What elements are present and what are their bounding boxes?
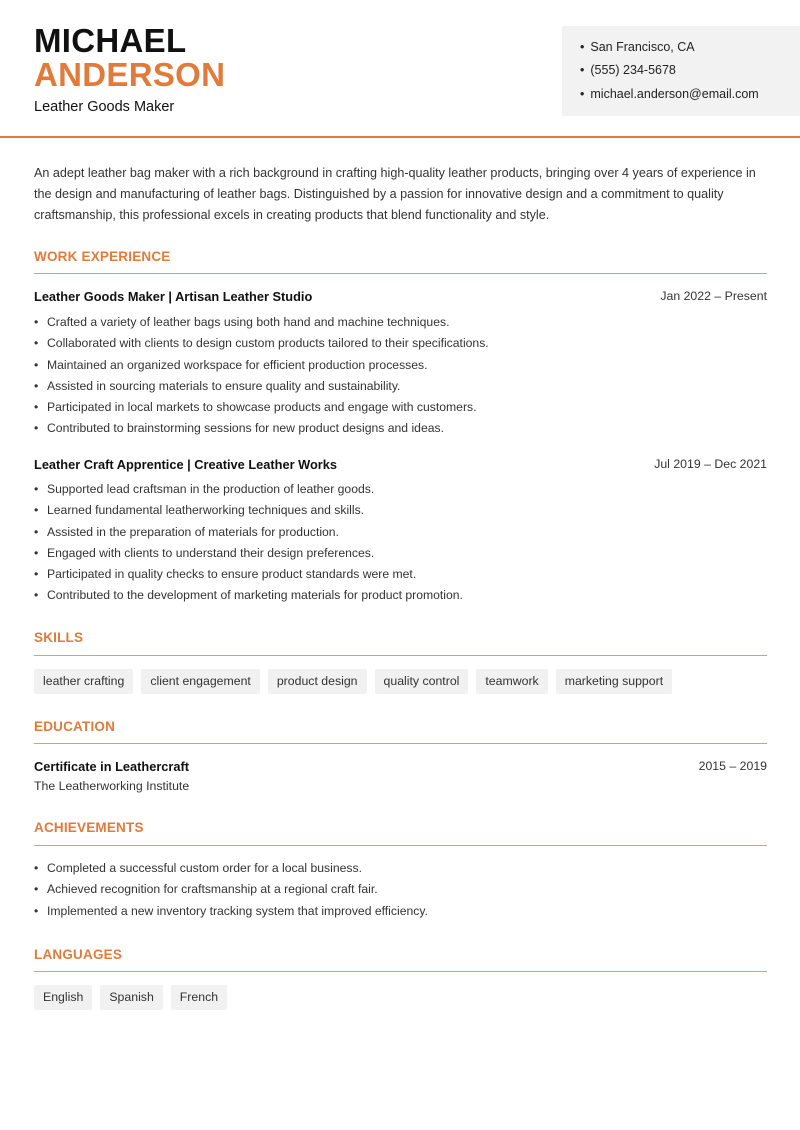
contact-box [562, 26, 800, 116]
list-item: • Achieved recognition for craftsmanship at a regional craft fair. [34, 879, 428, 900]
skills-heading: SKILLS [34, 630, 84, 645]
achievements-heading: ACHIEVEMENTS [34, 820, 144, 835]
job-dates: Jul 2019 – Dec 2021 [654, 457, 767, 471]
job-role: Leather Goods Maker | Artisan Leather Studio [34, 289, 313, 304]
section-divider [34, 743, 767, 744]
last-name: ANDERSON [34, 56, 226, 93]
education-school: The Leatherworking Institute [34, 779, 190, 793]
skill-chip: leather crafting [34, 669, 133, 694]
languages-list [34, 985, 227, 1010]
skill-chip: client engagement [141, 669, 260, 694]
job-role: Leather Craft Apprentice | Creative Leather Works [34, 457, 337, 472]
job-bullets [34, 312, 489, 440]
language-chip: Spanish [100, 985, 162, 1010]
language-chip: English [34, 985, 92, 1010]
list-item: • Contributed to the development of marketing materials for product promotion. [34, 585, 463, 606]
job-dates: Jan 2022 – Present [660, 289, 767, 303]
achievements-list [34, 858, 428, 922]
education-dates: 2015 – 2019 [698, 759, 767, 773]
job-bullets [34, 479, 463, 607]
resume-header [0, 0, 800, 138]
full-name [34, 24, 225, 92]
education-heading: EDUCATION [34, 719, 116, 734]
list-item: • Learned fundamental leatherworking techniques and skills. [34, 500, 463, 521]
contact-location: • San Francisco, CA [580, 40, 695, 54]
list-item: • Assisted in the preparation of materials for production. [34, 522, 463, 543]
contact-phone: • (555) 234-5678 [580, 63, 676, 77]
skill-chip: quality control [375, 669, 469, 694]
section-divider [34, 273, 767, 274]
list-item: • Contributed to brainstorming sessions for new product designs and ideas. [34, 418, 489, 439]
language-chip: French [171, 985, 227, 1010]
languages-heading: LANGUAGES [34, 947, 123, 962]
section-divider [34, 971, 767, 972]
section-divider [34, 655, 767, 656]
section-divider [34, 845, 767, 846]
list-item: • Participated in quality checks to ensure product standards were met. [34, 564, 463, 585]
list-item: • Completed a successful custom order for a local business. [34, 858, 428, 879]
list-item: • Engaged with clients to understand their design preferences. [34, 543, 463, 564]
list-item: • Assisted in sourcing materials to ensure quality and sustainability. [34, 376, 489, 397]
list-item: • Collaborated with clients to design custom products tailored to their specifications. [34, 333, 489, 354]
contact-email[interactable]: • michael.anderson@email.com [580, 87, 759, 101]
professional-summary: An adept leather bag maker with a rich background in crafting high-quality leather products, bringing over 4 years of experience in the design and manufacturing of leather bags. Distinguished by a passion for innovative design and a commitment to quality craftsmanship, this professional excels in creating products that blend functionality and style. [34, 166, 756, 222]
skill-chip: marketing support [556, 669, 672, 694]
first-name: MICHAEL [34, 22, 187, 59]
list-item: • Maintained an organized workspace for efficient production processes. [34, 355, 489, 376]
list-item: • Participated in local markets to showcase products and engage with customers. [34, 397, 489, 418]
list-item: • Implemented a new inventory tracking system that improved efficiency. [34, 901, 428, 922]
list-item: • Supported lead craftsman in the production of leather goods. [34, 479, 463, 500]
work-experience-heading: WORK EXPERIENCE [34, 249, 171, 264]
education-degree: Certificate in Leathercraft [34, 759, 190, 774]
skill-chip: product design [268, 669, 367, 694]
job-title: Leather Goods Maker [34, 99, 175, 115]
list-item: • Crafted a variety of leather bags using both hand and machine techniques. [34, 312, 489, 333]
skill-chip: teamwork [476, 669, 547, 694]
skills-list [34, 669, 672, 694]
